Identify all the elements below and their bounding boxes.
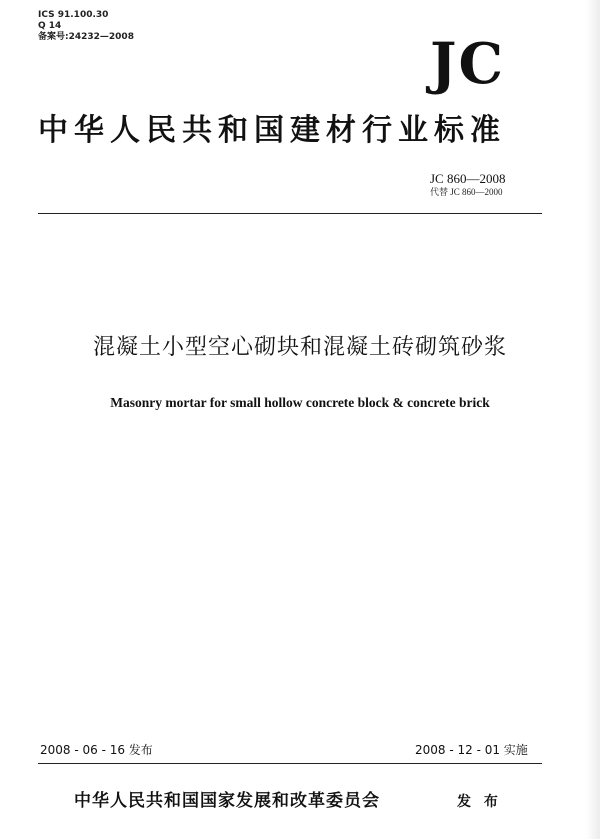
replaces-standard: 代替 JC 860—2000 xyxy=(430,187,503,197)
ics-code: ICS 91.100.30 xyxy=(38,10,109,20)
document-title-chinese: 混凝土小型空心砌块和混凝土砖砌筑砂浆 xyxy=(92,335,507,360)
issue-date: 2008 - 06 - 16 发布 xyxy=(40,743,153,757)
footer-divider xyxy=(38,763,542,764)
jc-logo: JC xyxy=(430,31,506,97)
document-title-english: Masonry mortar for small hollow concrete block & concrete brick xyxy=(110,395,490,410)
issue-label: 发 布 xyxy=(457,794,502,810)
standard-category-title: 中华人民共和国建材行业标准 xyxy=(38,113,506,148)
page-edge-shadow xyxy=(586,0,600,839)
implementation-date: 2008 - 12 - 01 实施 xyxy=(415,743,528,757)
header-divider xyxy=(38,213,542,214)
classification-code: Q 14 xyxy=(38,21,62,31)
standard-number: JC 860—2008 xyxy=(430,171,506,186)
record-number: 备案号:24232—2008 xyxy=(38,32,134,42)
issuing-authority: 中华人民共和国国家发展和改革委员会 xyxy=(74,791,380,811)
